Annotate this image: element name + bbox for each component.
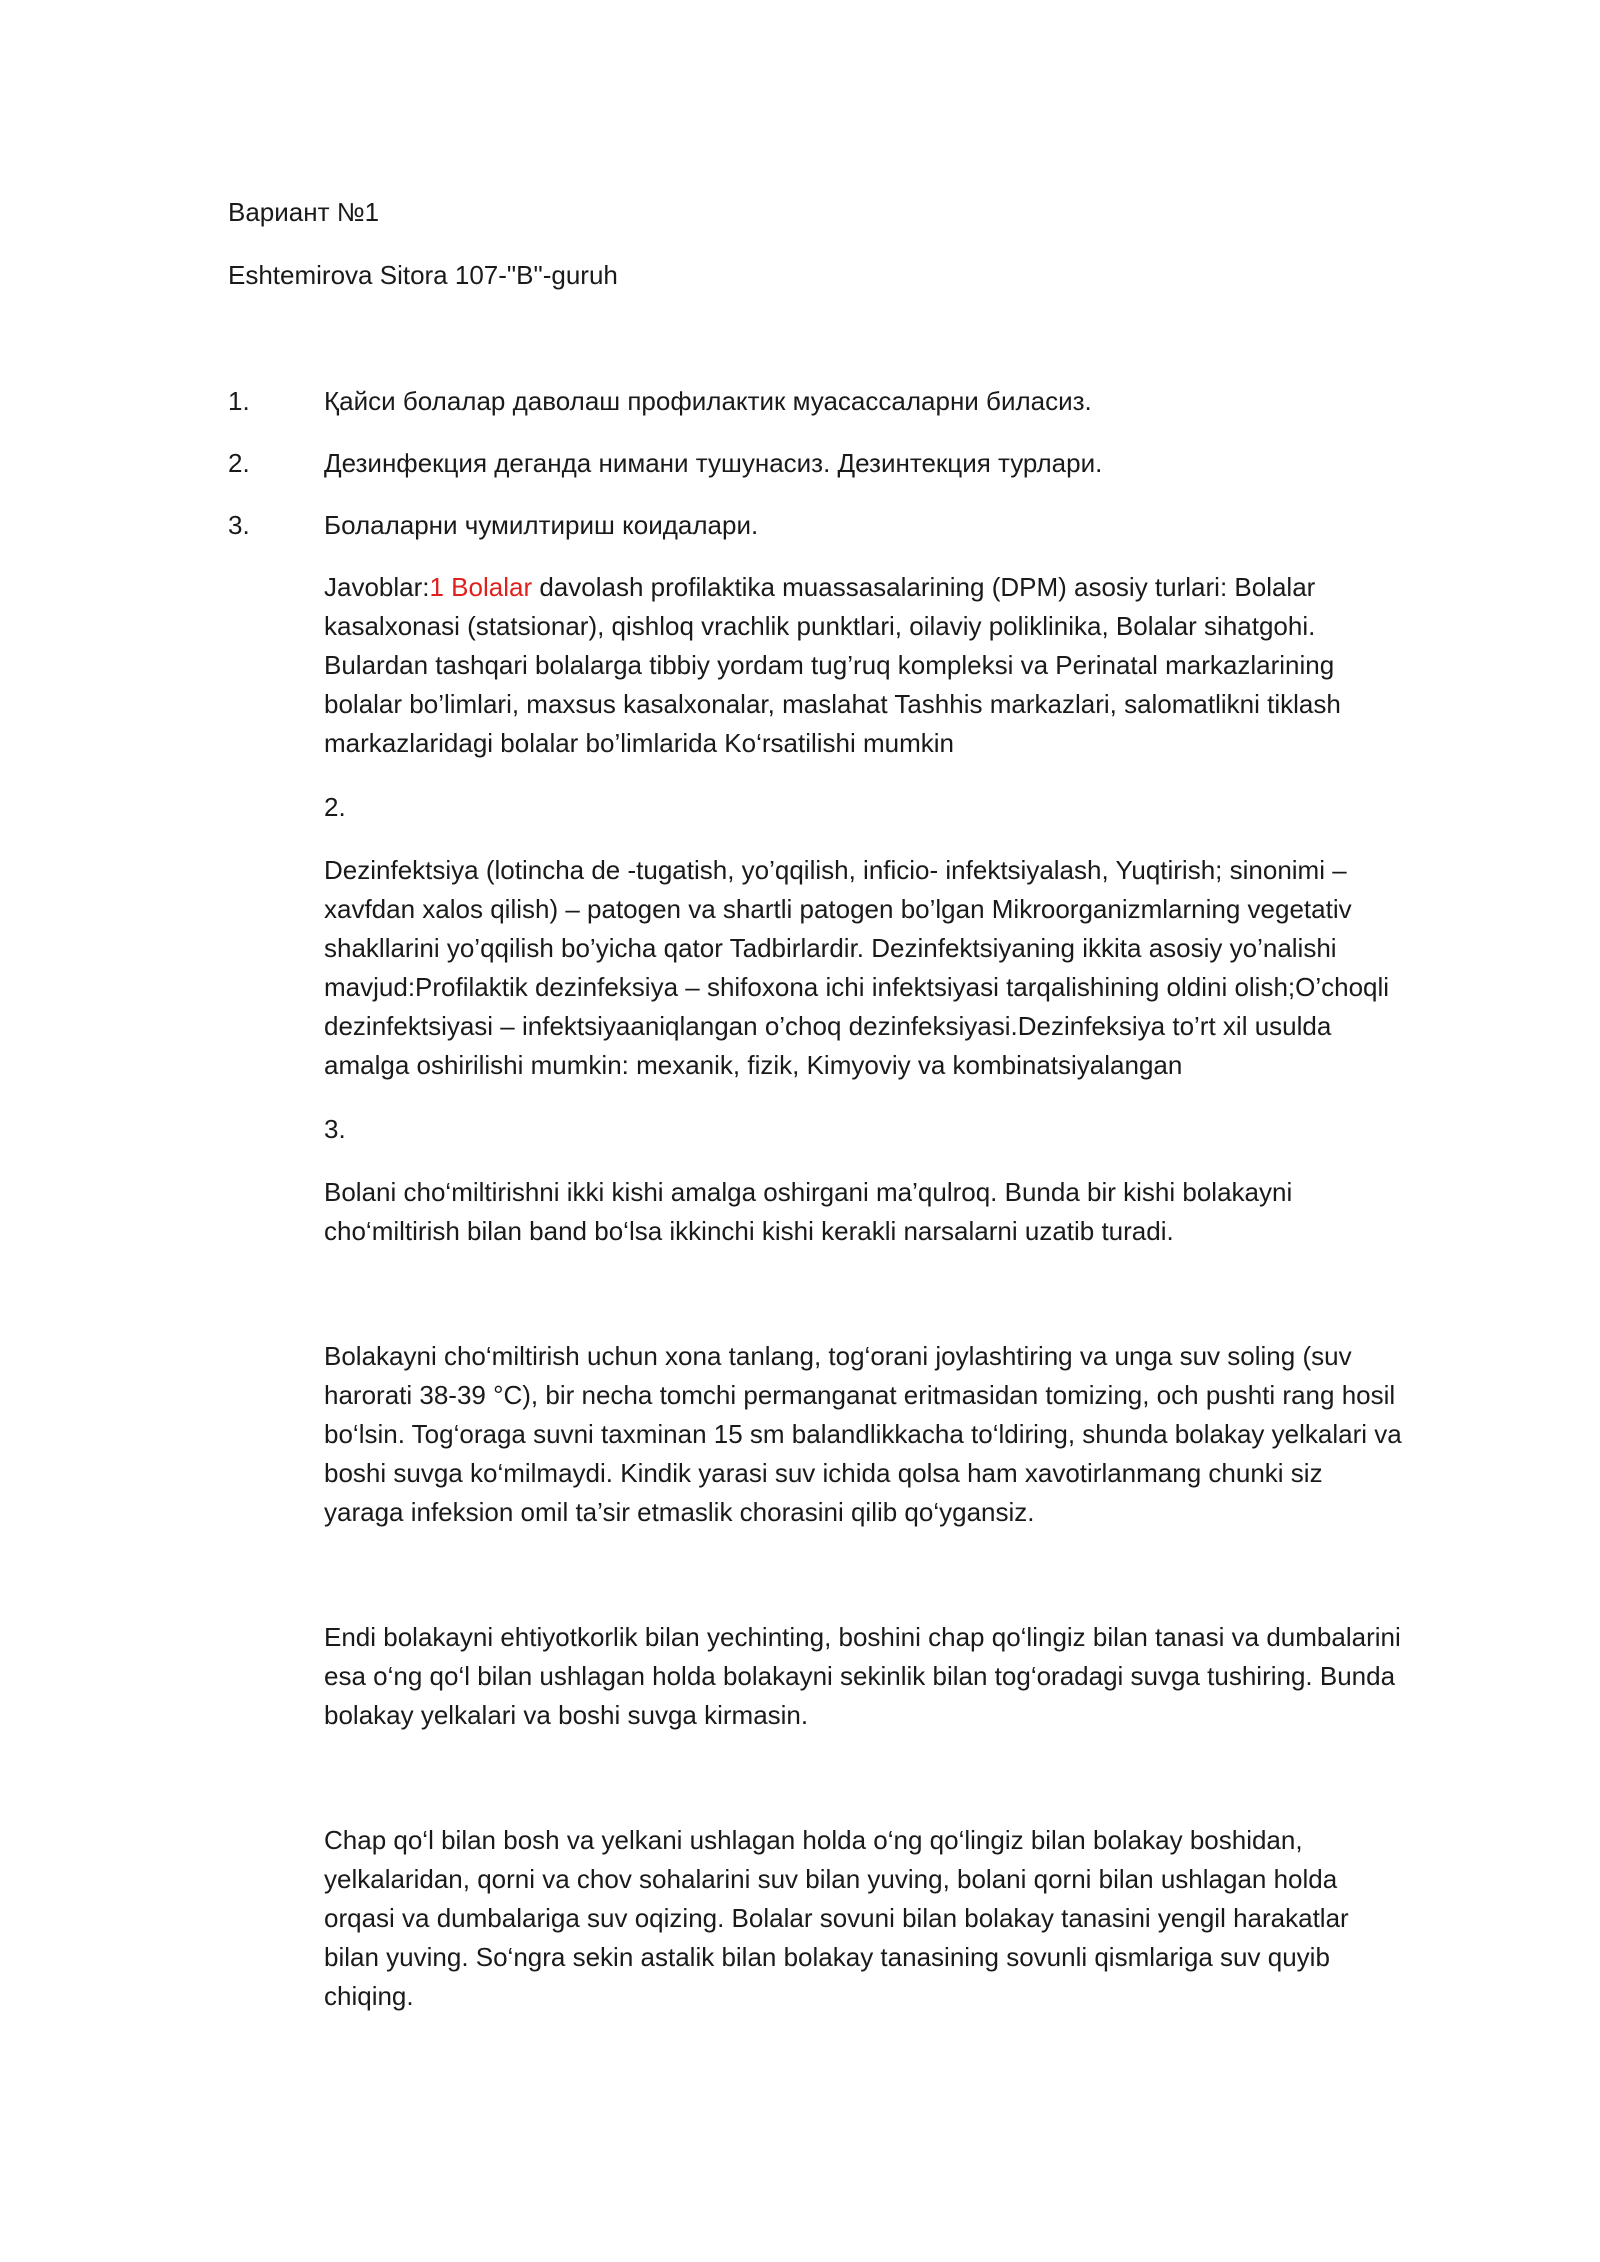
variant-heading: Вариант №1 xyxy=(228,197,380,227)
answer-2-paragraph: Dezinfektsiya (lotincha de -tugatish, yo’qqilish, inficio- infektsiyalash, Yuqtirish; sinonimi – xavfdan xalos qilish) – patogen va shartli patogen bo’lgan Mikroorganizmlarning vegetativ shakllarini yo’qqilish bo’yicha qator Tadbirlardir. Dezinfektsiyaning ikkita asosiy yo’nalishi mavjud:Profilaktik dezinfeksiya – shifoxona ichi infektsiyasi tarqalishining oldini olish;O’choqli dezinfektsiyasi – infektsiyaaniqlangan o’choq dezinfeksiyasi.Dezinfeksiya to’rt xil usulda amalga oshirilishi mumkin: mexanik, fizik, Kimyoviy va kombinatsiyalangan xyxy=(324,855,1390,1080)
answer-1-highlight: 1 Bolalar xyxy=(429,572,533,602)
answer-3-paragraph-1: Bolani cho‘miltirishni ikki kishi amalga oshirgani ma’qulroq. Bunda bir kishi bolakayni cho‘miltirish bilan band bo‘lsa ikkinchi kishi kerakli narsalarni uzatib turadi. xyxy=(324,1177,1293,1246)
question-text: Дезинфекция деганда нимани тушунасиз. Дезинтекция турлари. xyxy=(324,448,1103,478)
answer-3-paragraph-3: Endi bolakayni ehtiyotkorlik bilan yechinting, boshini chap qo‘lingiz bilan tanasi va dumbalarini esa o‘ng qo‘l bilan ushlagan holda bolakayni sekinlik bilan tog‘oradagi suvga tushiring. Bunda bolakay yelkalari va boshi suvga kirmasin. xyxy=(324,1622,1401,1730)
question-number: 1. xyxy=(228,386,250,416)
question-number: 2. xyxy=(228,448,250,478)
answer-1-text: davolash profilaktika muassasalarining (DPM) asosiy turlari: Bolalar kasalxonasi (statsionar), qishloq vrachlik punktlari, oilaviy poliklinika, Bolalar sihatgohi. Bulardan tashqari bolalarga tibbiy yordam tug’ruq kompleksi va Perinatal markazlarining bolalar bo’limlari, maxsus kasalxonalar, maslahat Tashhis markazlari, salomatlikni tiklash markazlaridagi bolalar bo’limlarida Ko‘rsatilishi mumkin xyxy=(324,572,1341,758)
answer-3-number: 3. xyxy=(324,1114,346,1144)
answer-1-paragraph xyxy=(324,568,1404,763)
question-text: Болаларни чумилтириш коидалари. xyxy=(324,510,759,540)
student-name: Eshtemirova Sitora 107-"B"-guruh xyxy=(228,260,618,290)
answers-label: Javoblar: xyxy=(324,572,430,602)
answer-3-paragraph-2: Bolakayni cho‘miltirish uchun xona tanlang, tog‘orani joylashtiring va unga suv soling (suv harorati 38-39 °C), bir necha tomchi permanganat eritmasidan tomizing, och pushti rang hosil bo‘lsin. Tog‘oraga suvni taxminan 15 sm balandlikkacha to‘ldiring, shunda bolakay yelkalari va boshi suvga ko‘milmaydi. Kindik yarasi suv ichida qolsa ham xavotirlanmang chunki siz yaraga infeksion omil ta’sir etmaslik chorasini qilib qo‘ygansiz. xyxy=(324,1341,1402,1527)
answer-3-paragraph-4: Chap qo‘l bilan bosh va yelkani ushlagan holda o‘ng qo‘lingiz bilan bolakay boshidan, yelkalaridan, qorni va chov sohalarini suv bilan yuving, bolani qorni bilan ushlagan holda orqasi va dumbalariga suv oqizing. Bolalar sovuni bilan bolakay tanasini yengil harakatlar bilan yuving. So‘ngra sekin astalik bilan bolakay tanasining sovunli qismlariga suv quyib chiqing. xyxy=(324,1825,1349,2011)
question-text: Қайси болалар даволаш профилактик муасассаларни биласиз. xyxy=(324,386,1092,416)
answer-2-number: 2. xyxy=(324,792,346,822)
question-number: 3. xyxy=(228,510,250,540)
